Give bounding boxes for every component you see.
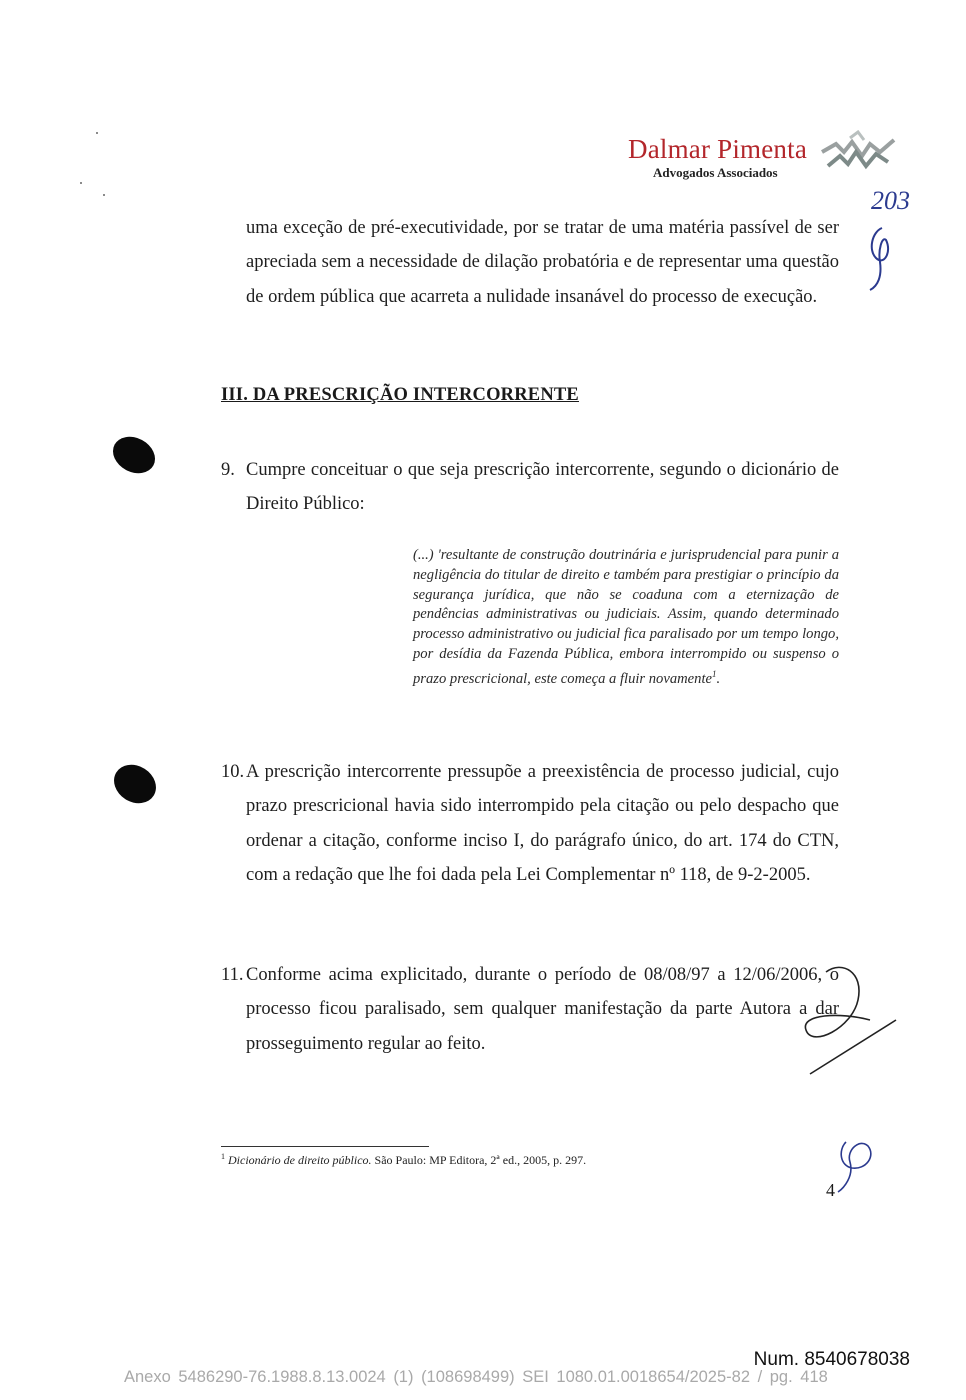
quote-end: . xyxy=(716,670,721,687)
paragraph-number: 10. xyxy=(221,762,245,782)
paragraph-number: 9. xyxy=(221,460,235,480)
reference-stamp: Anexo 5486290-76.1988.8.13.0024 (1) (108698499) SEI 1080.01.0018654/2025-82 / pg. 418 xyxy=(124,1368,828,1386)
footnote xyxy=(221,1152,586,1168)
paragraph-text: Cumpre conceituar o que seja prescrição intercorrente, segundo o dicionário de Direito Público: xyxy=(246,460,839,515)
scan-speck xyxy=(103,194,105,196)
page-number: 4 xyxy=(826,1180,835,1200)
firm-subtitle: Advogados Associados xyxy=(653,165,778,180)
footnote-title: Dicionário de direito público. xyxy=(228,1153,372,1167)
redaction-blot xyxy=(107,430,162,481)
footnote-marker: 1 xyxy=(221,1152,225,1161)
quote-text: (...) 'resultante de construção doutrinária e jurisprudencial para punir a negligência do titular de direito e também para prestigiar o princípio da segurança jurídica, que não se coaduna com a eternização de pendências administrativas ou judiciais. Assim, quando determinado processo administrativo ou judicial fica paralisado por um tempo longo, por desídia da Fazenda Pública, embora interrompido ou suspenso o prazo prescricional, este começa a fluir novamente xyxy=(413,547,839,687)
redaction-blot xyxy=(107,757,163,811)
paragraph-text: A prescrição intercorrente pressupõe a preexistência de processo judicial, cujo prazo prescricional havia sido interrompido pela citação ou pelo despacho que ordenar a citação, conforme inciso I, do parágrafo único, do art. 174 do CTN, com a redação que lhe foi dada pela Lei Complementar nº 118, de 9-2-2005. xyxy=(246,762,839,885)
footnote-rest: São Paulo: MP Editora, 2ª ed., 2005, p. 297. xyxy=(371,1153,587,1167)
paragraph-11 xyxy=(221,958,839,1061)
document-number-stamp: Num. 8540678038 xyxy=(753,1349,910,1370)
paragraph-text: Conforme acima explicitado, durante o período de 08/08/97 a 12/06/2006, o processo ficou paralisado, sem qualquer manifestação da parte Autora a dar prosseguimento regular ao feito. xyxy=(246,965,839,1054)
firm-name: Dalmar Pimenta xyxy=(628,134,807,164)
paragraph-number: 11. xyxy=(221,965,244,985)
footnote-rule xyxy=(221,1146,429,1147)
paragraph-9 xyxy=(221,453,839,522)
scan-speck xyxy=(96,132,98,134)
section-heading: III. DA PRESCRIÇÃO INTERCORRENTE xyxy=(221,385,579,405)
block-quote xyxy=(413,546,839,689)
firm-logo-icon xyxy=(818,130,898,176)
scan-speck xyxy=(80,182,82,184)
footnote-ref: 1 xyxy=(711,668,717,679)
handwritten-sheet-number: 203 xyxy=(871,186,910,215)
paragraph-10 xyxy=(221,755,839,892)
continuation-paragraph: uma exceção de pré-executividade, por se tratar de uma matéria passível de ser apreciada sem a necessidade de dilação probatória e de representar uma questão de ordem pública que acarreta a nulidade insanável do processo de execução. xyxy=(246,218,839,307)
